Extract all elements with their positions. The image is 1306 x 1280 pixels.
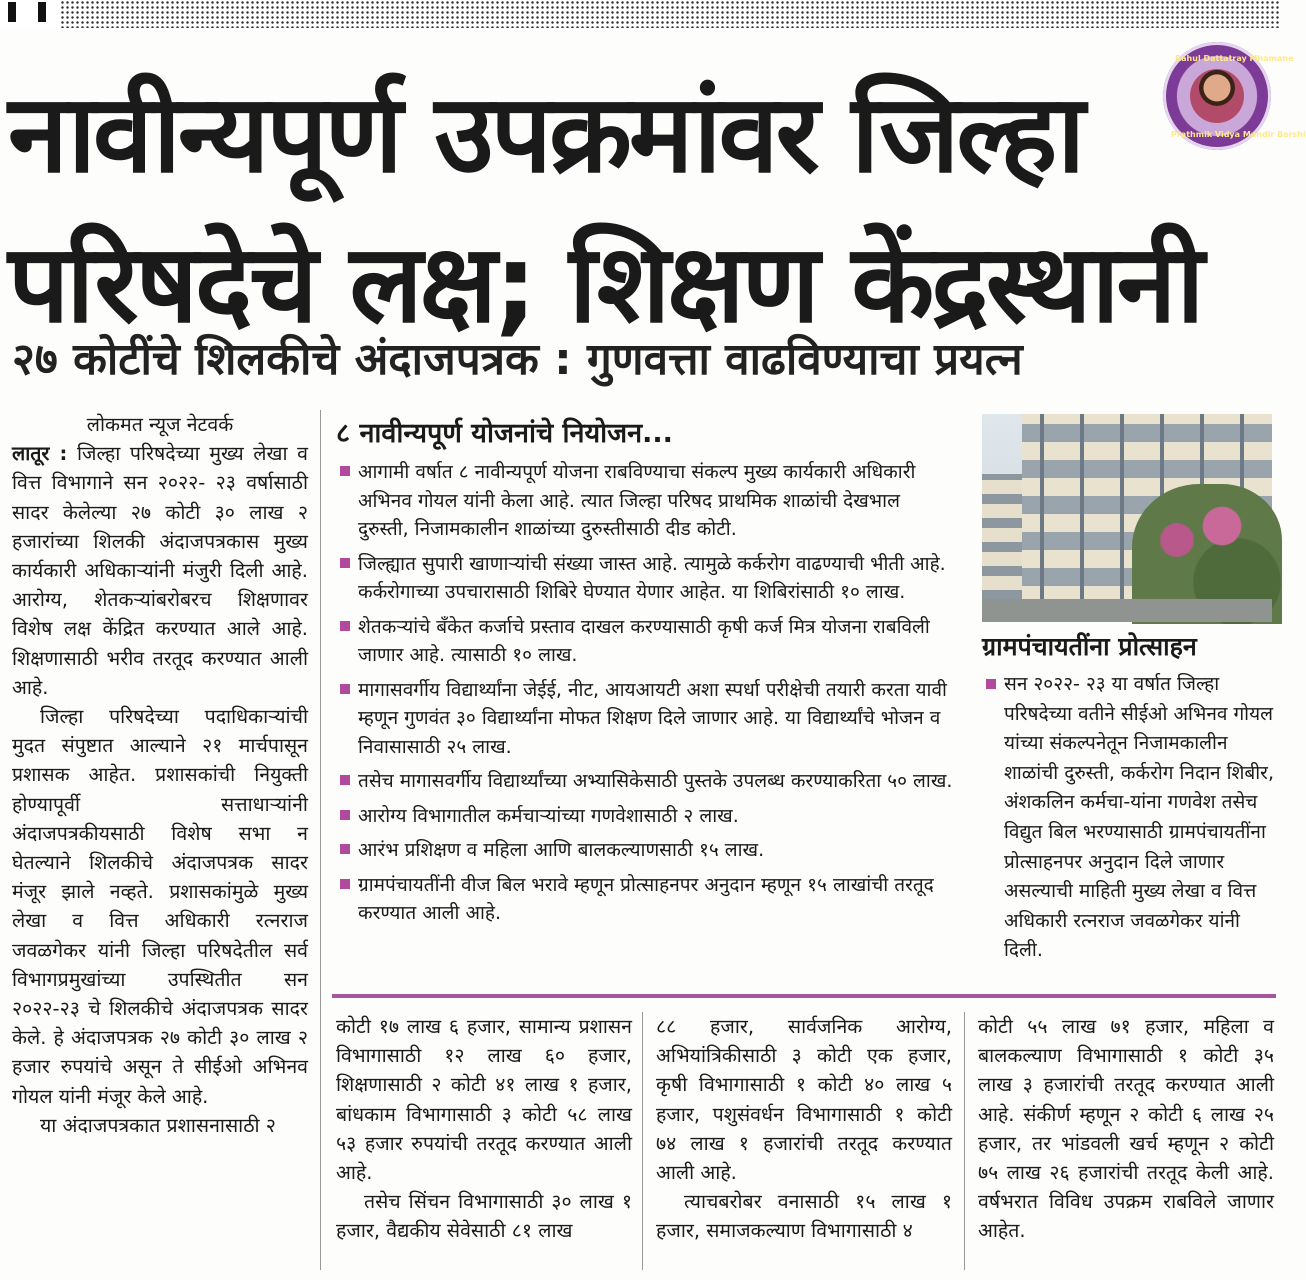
school-building-photo [982,414,1272,622]
article-column-2 [336,1012,632,1246]
column-2-paragraph-2: तसेच सिंचन विभागासाठी ३० लाख १ हजार, वैद्यकीय सेवेसाठी ८१ लाख [336,1190,632,1243]
byline: लोकमत न्यूज नेटवर्क [86,413,234,436]
schemes-title: ८ नावीन्यपूर्ण योजनांचे नियोजन... [336,418,673,449]
headline-line-1: नावीन्यपूर्ण उपक्रमांवर जिल्हा [8,72,1083,197]
schemes-list [336,458,956,934]
corner-bar [8,2,16,22]
scheme-item: ग्रामपंचायतींनी वीज बिल भरावे म्हणून प्रोत्साहनपर अनुदान म्हणून १५ लाखांची तरतूद करण्यात आली आहे. [336,871,956,928]
headline-line-2: परिषदेचे लक्ष; शिक्षण केंद्रस्थानी [8,222,1202,347]
article-column-4 [978,1012,1274,1246]
author-photo [1190,69,1244,123]
scheme-item: आगामी वर्षात ८ नावीन्यपूर्ण योजना राबविण्याचा संकल्प मुख्य कार्यकारी अधिकारी अभिनव गोयल यांनी केला आहे. त्यात जिल्हा परिषद प्राथमिक शाळांची देखभाल दुरुस्ती, निजामकालीन शाळांच्या दुरुस्तीसाठी दीड कोटी. [336,458,956,544]
badge-top-text: Rahul Dattatray Mhamane [1175,54,1294,63]
author-badge [1163,42,1306,150]
subheadline: २७ कोटींचे शिलकीचे अंदाजपत्रक : गुणवत्ता वाढविण्याचा प्रयत्न [12,334,1023,385]
article-paragraph-2: जिल्हा परिषदेच्या पदाधिकाऱ्यांची मुदत संपुष्टात आल्याने २१ मार्चपासून प्रशासक आहेत. प्रशासकांची नियुक्ती होण्यापूर्वी सत्ताधाऱ्यांनी अंदाजपत्रकीयसाठी विशेष सभा न घेतल्याने शिलकीचे अंदाजपत्रक सादर मंजूर झाले नव्हते. प्रशासकांमुळे मुख्य लेखा व वित्त अधिकारी रत्नराज जवळगेकर यांनी जिल्हा परिषदेतील सर्व विभागप्रमुखांच्या उपस्थितीत सन २०२२-२३ चे शिलकीचे अंदाजपत्रक सादर केले. हे अंदाजपत्रक २७ कोटी ३० लाख २ हजार रुपयांचे असून ते सीईओ अभिनव गोयल यांनी मंजूर केले आहे. [12,705,308,1108]
column-divider [320,410,321,1270]
article-column-1 [12,410,308,1140]
badge-bottom-text: Prathmik Vidya Mandir Barshi [1171,130,1306,139]
dateline: लातूर : [12,442,68,466]
corner-bar [38,2,46,22]
column-2-paragraph-1: कोटी १७ लाख ६ हजार, सामान्य प्रशासन विभागासाठी १२ लाख ६० हजार, शिक्षणासाठी २ कोटी ४१ लाख १ हजार, बांधकाम विभागासाठी ३ कोटी ५८ लाख ५३ हजार रुपयांची तरतूद करण्यात आली आहे. [336,1015,632,1185]
scheme-item: मागासवर्गीय विद्यार्थ्यांना जेईई, नीट, आयआयटी अशा स्पर्धा परीक्षेची तयारी करता यावी म्हणून गुणवंत ३० विद्यार्थ्यांना मोफत शिक्षण दिले जाणार आहे. या विद्यार्थ्यांचे भोजन व निवासासाठी २५ लाख. [336,676,956,762]
scheme-item: तसेच मागासवर्गीय विद्यार्थ्यांच्या अभ्यासिकेसाठी पुस्तके उपलब्ध करण्याकरिता ५० लाख. [336,767,956,796]
article-paragraph-1 [12,439,308,702]
column-divider [964,1012,965,1270]
column-divider [642,1012,643,1270]
scheme-item: आरंभ प्रशिक्षण व महिला आणि बालकल्याणसाठी १५ लाख. [336,836,956,865]
sidebar-list [982,670,1274,966]
sidebar-title: ग्रामपंचायतींना प्रोत्साहन [982,632,1197,661]
headline [8,60,1202,360]
sidebar-text: सन २०२२- २३ या वर्षात जिल्हा परिषदेच्या वतीने सीईओ अभिनव गोयल यांच्या संकल्पनेतून निजामकालीन शाळांची दुरुस्ती, कर्करोग निदान शिबीर, अंशकलिन कर्मचा-यांना गणवेश तसेच विद्युत बिल भरण्यासाठी ग्रामपंचायतींना प्रोत्साहनपर अनुदान दिले जाणार असल्याची माहिती मुख्य लेखा व वित्त अधिकारी रत्नराज जवळगेकर यांनी दिली. [982,670,1274,966]
column-3-paragraph-2: त्याचबरोबर वनासाठी १५ लाख १ हजार, समाजकल्याण विभागासाठी ४ [656,1190,952,1243]
dotted-top-border [0,0,1280,28]
section-divider [332,994,1276,998]
scheme-item: शेतकऱ्यांचे बँकेत कर्जाचे प्रस्ताव दाखल करण्यासाठी कृषी कर्ज मित्र योजना राबविली जाणार आहे. त्यासाठी १० लाख. [336,613,956,670]
article-paragraph-3: या अंदाजपत्रकात प्रशासनासाठी २ [40,1113,276,1137]
page-corner-mark [0,0,60,28]
scheme-item: जिल्ह्यात सुपारी खाणाऱ्यांची संख्या जास्त आहे. त्यामुळे कर्करोग वाढण्याची भीती आहे. कर्करोगाच्या उपचारासाठी शिबिरे घेण्यात येणार आहेत. या शिबिरांसाठी १० लाख. [336,550,956,607]
scheme-item: आरोग्य विभागातील कर्मचाऱ्यांच्या गणवेशासाठी २ लाख. [336,802,956,831]
photo-ground [982,599,1272,622]
article-column-3 [656,1012,952,1246]
column-3-paragraph-1: ८८ हजार, सार्वजनिक आरोग्य, अभियांत्रिकीसाठी ३ कोटी एक हजार, कृषी विभागासाठी १ कोटी ४० लाख ५ हजार, पशुसंवर्धन विभागासाठी १ कोटी ७४ लाख १ हजारांची तरतूद करण्यात आली आहे. [656,1015,952,1185]
article-paragraph-1-text: जिल्हा परिषदेच्या मुख्य लेखा व वित्त विभागाने सन २०२२- २३ वर्षासाठी सादर केलेल्या २७ कोटी ३० लाख २ हजारांच्या शिलकी अंदाजपत्रकास मुख्य कार्यकारी अधिकाऱ्यांनी मंजुरी दिली आहे. आरोग्य, शेतकऱ्यांबरोबरच शिक्षणावर विशेष लक्ष केंद्रित करण्यात आले आहे. शिक्षणासाठी भरीव तरतूद करण्यात आली आहे. [12,442,308,699]
column-4-paragraph-1: कोटी ५५ लाख ७१ हजार, महिला व बालकल्याण विभागासाठी १ कोटी ३५ लाख ३ हजारांची तरतूद करण्यात आली आहे. संकीर्ण म्हणून २ कोटी ६ लाख २५ हजार, तर भांडवली खर्च म्हणून २ कोटी ७५ लाख २६ हजारांची तरतूद केली आहे. वर्षभरात विविध उपक्रम राबविले जाणार आहेत. [978,1015,1274,1243]
